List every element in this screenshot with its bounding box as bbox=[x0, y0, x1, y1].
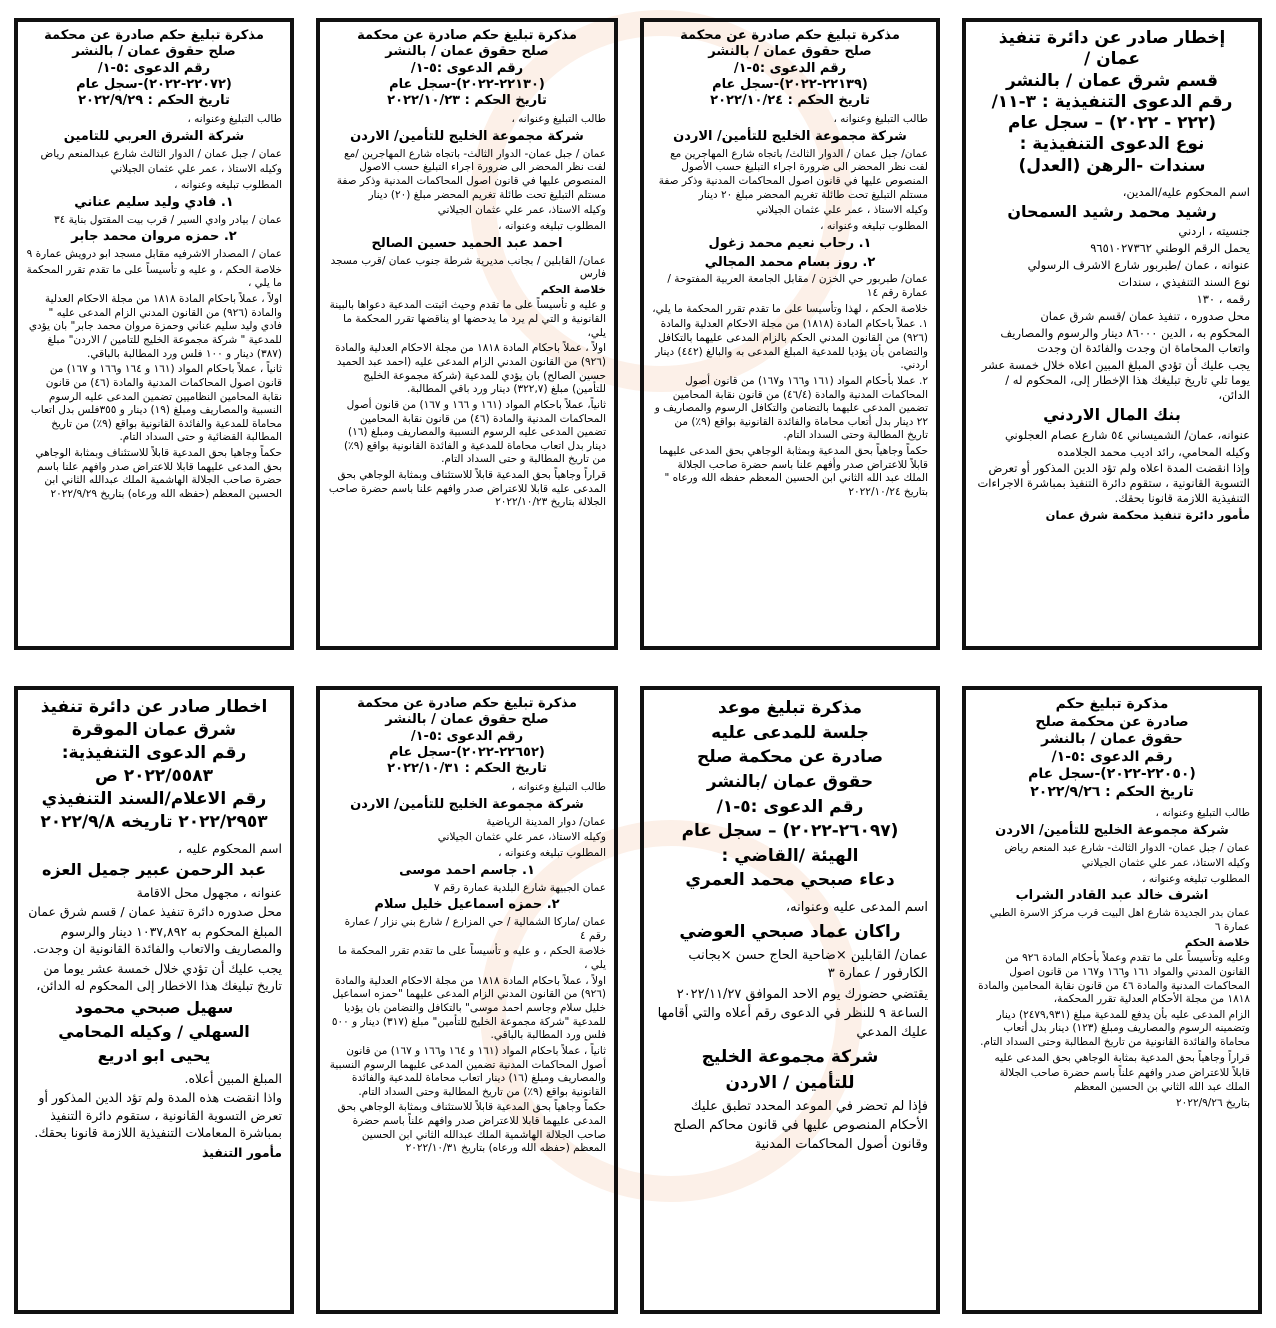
header-line: (٢٢٠٧٢-٢٠٢٢)-سجل عام bbox=[76, 76, 232, 92]
defendant-name: احمد عبد الحميد حسين الصالح bbox=[371, 235, 563, 251]
body-line: محل صدوره ، تنفيذ عمان /قسم شرق عمان bbox=[1040, 309, 1250, 324]
header-line: حقوق عمان / بالنشر bbox=[1041, 731, 1183, 747]
header-line: حقوق عمان /بالنشر bbox=[706, 771, 874, 792]
header-line: صلح حقوق عمان / بالنشر bbox=[385, 44, 549, 60]
header-line: جلسة للمدعى عليه bbox=[711, 722, 869, 743]
body-line: طالب التبليغ وعنوانه ، bbox=[187, 113, 282, 126]
body-line: حكماً وجاهياً بحق المدعية قابلاً للاستئناف وبمثابة الوجاهي بحق المدعى عليهما قابلا للاعتراض صدر وافهم علناً باسم حضرة صاحب الجلالة الهاشمية الملك عبدالله الثاني ابن الحسين المعظم (حفظه الله ورعاه) بتاريخ ٢٠٢٢/١٠/٣١ bbox=[337, 1101, 606, 1155]
plaintiff-name: شركة مجموعة الخليج للتأمين/ الاردن bbox=[350, 796, 584, 812]
body-line: يحمل الرقم الوطني ٩٦٥١٠٢٧٣٦٢ bbox=[1090, 241, 1250, 256]
body-line: خلاصة الحكم ، و عليه و تأسيساً على ما تقدم تقرر المحكمة ما يلي ، bbox=[338, 945, 606, 972]
body-line: محل صدوره دائرة تنفيذ عمان / قسم شرق عمان bbox=[28, 904, 282, 920]
body-line: وكيله الاستاذ ، عمر علي عثمان الجيلاني bbox=[756, 204, 928, 217]
body-line: خلاصة الحكم bbox=[1184, 936, 1250, 949]
body-line: اولاً ، عملاً باحكام المادة ١٨١٨ من مجلة الاحكام العدلية والمادة (٩٢٦) من القانون المدني الزام المدعى عليهما "حمزه اسماعيل خليل سلام وجاسم احمد موسى" بالتكافل والتضامن بان يؤديا للمدعية "شركة مجموعة الخليج للتأمين" مبلغ (٣١٧) دينار و ٥٠٠ فلس ورد المطالبة بالباقي. bbox=[331, 974, 606, 1042]
lawyer-name: يحيى ابو ادريع bbox=[97, 1046, 211, 1066]
creditor-name: السهلي / وكيله المحامي bbox=[58, 1021, 250, 1041]
body-line: نوع السند التنفيذي ، سندات bbox=[1118, 275, 1250, 290]
body-line: طالب التبليغ وعنوانه ، bbox=[833, 113, 928, 126]
body-line: واذا انقضت هذه المدة ولم تؤد الدين المذكور أو تعرض التسوية القانونية ، ستقوم دائرة التنفيذ بمباشرة المعاملات التنفيذية اللازمة قانونا بحقك. bbox=[34, 1090, 282, 1141]
body-line: قراراً وجاهياً بحق المدعية بمثابة الوجاهي بحق المدعى عليه bbox=[994, 1051, 1250, 1064]
debtor-name: رشيد محمد رشيد السمحان bbox=[1007, 201, 1217, 221]
header-line: صادرة عن محكمة صلح bbox=[1035, 713, 1189, 730]
creditor-name: بنك المال الاردني bbox=[1043, 404, 1181, 424]
header-line: صلح حقوق عمان / بالنشر bbox=[72, 44, 236, 60]
header-line: مذكرة تبليغ حكم صادرة عن محكمة bbox=[680, 28, 900, 43]
body-line: خلاصة الحكم ، لهذا وتأسيسا على ما تقدم تقرر المحكمة ما يلي، bbox=[652, 302, 928, 315]
header-line: نوع الدعوى التنفيذية : bbox=[1019, 134, 1205, 155]
header-line: رقم الدعوى :٥-١/ bbox=[410, 728, 524, 744]
defendant-name: ١. رحاب نعيم محمد زغول bbox=[708, 235, 872, 251]
header-line: إخطار صادر عن دائرة تنفيذ عمان / bbox=[998, 28, 1226, 70]
body-line: عمان / جبل عمان / الدوار الثالث شارع عبدالمنعم رياض bbox=[40, 147, 282, 160]
header-line: تاريخ الحكم : ٢٠٢٢/١٠/٢٣ bbox=[387, 93, 547, 108]
body-line: خلاصة الحكم ، و عليه و تأسيساً على ما تقدم تقرر المحكمة ما يلي ، bbox=[26, 263, 282, 290]
body-line: و عليه و تأسيساً على ما تقدم وحيث اثبتت المدعية دعواها بالبينة القانونية و التي لم يرد ما يدحضها او يناقضها تقرر المحكمة ما يلي، bbox=[329, 299, 606, 339]
body-line: المبلغ المحكوم به ١٠٣٧,٨٩٢ دينار والرسوم والمصاريف والاتعاب والفائدة القانونية ان وجدت. bbox=[32, 923, 282, 957]
header-line: قسم شرق عمان / بالنشر bbox=[1005, 70, 1218, 91]
header-line: رقم الدعوى التنفيذية : ٣-١١/ bbox=[991, 91, 1233, 112]
plaintiff-name: شركة مجموعة الخليج للتأمين/ الاردن bbox=[350, 128, 584, 144]
issuer-line: مأمور التنفيذ bbox=[201, 1144, 282, 1160]
header-line: رقم الاعلام/السند التنفيذي bbox=[41, 788, 267, 809]
body-line: عمان/ طبربور حي الخزن / مقابل الجامعة العربية المفتوحة / عمارة رقم ١٤ bbox=[667, 273, 928, 300]
header-line: رقم الدعوى :٥-١/ bbox=[97, 60, 211, 76]
header-line: صلح حقوق عمان / بالنشر bbox=[708, 44, 872, 60]
header-line: رقم الدعوى التنفيذية: bbox=[61, 742, 247, 763]
defendant-name: ١. جاسم احمد موسى bbox=[399, 862, 535, 878]
notice-bottom-mid-left bbox=[316, 686, 618, 1314]
body-line: المطلوب تبليغه وعنوانه ، bbox=[498, 219, 606, 232]
body-line: ١. عملاً باحكام المادة (١٨١٨) من مجلة الاحكام العدلية والمادة (٩٢٦) من القانون المدني الحكم بالزام المدعى عليهما بالتكافل والتضامن بأن يؤديا للمدعية المبلغ المدعى به والبالغ (٤٤٢) دينار اردني. bbox=[655, 318, 928, 372]
header-line: (٢٢١٣٠-٢٠٢٢)-سجل عام bbox=[389, 76, 545, 92]
body-line: وكيله الاستاذ، عمر علي عثمان الجيلاني bbox=[437, 831, 606, 844]
body-line: قابلاً للاعتراض صدر وافهم علناً باسم حضرة صاحب الجلالة الملك عبد الله الثاني بن الحسين المعظم bbox=[999, 1067, 1250, 1094]
body-line: عمان / بيادر وادي السير / قرب بيت المقتول بناية ٣٤ bbox=[53, 213, 282, 226]
body-line: حكماً وجاهيا بحق المدعية قابلاً للاستئناف وبمثابة الوجاهي بحق المدعى عليهما قابلا للاعتراض صدر وافهم علنا باسم حضرة صاحب الجلالة الهاشمية الملك عبدالله الثاني ابن الحسين المعظم (حفظه الله ورعاه) بتاريخ ٢٠٢٢/٩/٢٩ bbox=[35, 447, 282, 501]
body-line: طالب التبليغ وعنوانه ، bbox=[511, 781, 606, 794]
body-line: رقمه ، ١٣٠ bbox=[1196, 292, 1250, 307]
header-line: (٢٢١٣٩-٢٠٢٢)-سجل عام bbox=[712, 76, 868, 92]
body-line: فإذا لم تحضر في الموعد المحدد تطبق عليك الأحكام المنصوص عليها في قانون محاكم الصلح وقانون أصول المحاكمات المدنية bbox=[673, 1099, 928, 1152]
notice-top-right bbox=[962, 18, 1262, 650]
issuer-line: مأمور دائرة تنفيذ محكمة شرق عمان bbox=[1045, 508, 1250, 523]
body-line: وعليه وتأسيساً على ما تقدم وعملاً بأحكام المادة ٩٢٦ من القانون المدني والمواد ١٦١ و١٦٦ و١٦٧ من قانون اصول المحاكمات المدنية والمادة ٤٦ من قانون نقابة المحامين والمادة ١٨١٨ من مجلة الأحكام العدلية تقرر المحكمة، bbox=[978, 952, 1250, 1006]
header-line: تاريخ الحكم : ٢٠٢٢/٩/٢٦ bbox=[1030, 783, 1194, 800]
body-line: اسم المحكوم عليه/المدين، bbox=[1122, 184, 1250, 199]
header-line: (٢٢٢ - ٢٠٢٢) – سجل عام bbox=[1008, 113, 1216, 133]
body-line: جنسيته ، اردني bbox=[1178, 224, 1250, 239]
body-line: عنوانه ، عمان /طبربور شارع الاشرف الرسولي bbox=[1027, 258, 1250, 273]
header-line: ٢٠٢٢/٥٥٨٣ ص bbox=[94, 765, 213, 786]
notice-bottom-mid-right bbox=[640, 686, 940, 1314]
judge-name: دعاء صبحي محمد العمري bbox=[685, 870, 895, 891]
body-line: يقتضي حضورك يوم الاحد الموافق ٢٠٢٢/١١/٢٧ الساعة ٩ للنظر في الدعوى رقم أعلاه والتي أقامها عليك المدعي bbox=[657, 987, 928, 1040]
notice-bottom-right bbox=[962, 686, 1262, 1314]
body-line: عمان/ القابلين ×ضاحية الحاج حسن ×بجانب الكارفور / عمارة ٣ bbox=[688, 947, 928, 982]
header-line: شرق عمان الموقرة bbox=[71, 719, 237, 740]
notice-top-mid-right bbox=[640, 18, 940, 650]
notice-top-left bbox=[14, 18, 294, 650]
defendant-name: ٢. حمزه مروان محمد جابر bbox=[71, 229, 237, 245]
notice-top-mid-left bbox=[316, 18, 618, 650]
body-line: اولاً ، عملاً باحكام المادة ١٨١٨ من مجلة الاحكام العدلية والمادة (٩٢٦) من القانون المدني الزام المدعى عليه " فادي وليد سليم عناني وحمزة مروان محمد جابر" بان يؤدي للمدعية " شركة مجموعة الخليج للتامين / الاردن" مبلغ (٣٨٧) دينار و ١٠٠ فلس ورد المطالبة بالباقي. bbox=[28, 293, 282, 360]
body-line: الزام المدعى عليه بأن يدفع للمدعية مبلغ (٢٤٧٩,٩٣١) دينار وتضمينه الرسوم والمصاريف ومبلغ (١٢٣) دينار بدل أتعاب محاماة والفائدة القانونية من تاريخ المطالبة وحتى السداد التام. bbox=[980, 1008, 1250, 1049]
header-line: اخطار صادر عن دائرة تنفيذ bbox=[40, 697, 268, 717]
header-line: ٢٠٢٢/٢٩٥٣ تاريخه ٢٠٢٢/٩/٨ bbox=[40, 811, 268, 832]
plaintiff-name: شركة مجموعة الخليج bbox=[701, 1046, 879, 1067]
body-line: ثانياً ، عملاً باحكام المواد (١٦١ و ١٦٤ و١٦٦ و ١٦٧) من قانون أصول المحاكمات المدنية تضمين المدعى عليهما الرسوم النسبية والمصاريف ومبلغ (١٦) دينار اتعاب محاماة للمدعية والفائدة القانونية بواقع (٩٪) من تاريخ المطالبة وحتى السداد التام. bbox=[329, 1044, 606, 1098]
body-line: ٢. عملا بأحكام المواد (١٦١ و١٦٦ و١٦٧) من قانون أصول المحاكمات المدنية والمادة (٤٦/٤) من قانون نقابة المحامين تضمين المدعى عليهما بالتضامن والتكافل الرسوم والمصاريف و ٢٢ دينار بدل أتعاب محاماة والفائدة القانونية بواقع (٩٪) من تاريخ المطالبة وحتى السداد التام. bbox=[654, 374, 928, 442]
body-line: طالب التبليغ وعنوانه ، bbox=[1155, 807, 1250, 819]
defendant-name: ١. فادي وليد سليم عناني bbox=[74, 194, 234, 210]
body-line: حكماً وجاهياً بحق المدعية وبمثابة الوجاهي بحق المدعى عليهما قابلاً للاعتراض صدر وأفهم علنا باسم حضرة صاحب الجلالة الملك عبد الله الثاني ابن الحسين المعظم حفظه الله ورعاه " بتاريخ ٢٠٢٢/١٠/٢٤ bbox=[659, 445, 928, 499]
body-line: عنوانه، عمان/ الشميساني ٥٤ شارع عصام العجلوني bbox=[1004, 427, 1250, 442]
body-line: عمان/ جبل عمان / الدوار الثالث/ باتجاه شارع المهاجرين مع لفت نظر المحضر الى ضرورة اجراء التبليغ حسب الأصول المنصوص عليها في قانون اصول المحاكمات المدنية وذكر صفة مستلم التبليغ تحت طائلة تغريم المحضر مبلغ ٢٠ دينار bbox=[658, 147, 928, 201]
header-line: تاريخ الحكم : ٢٠٢٢/١٠/٢٤ bbox=[710, 93, 870, 108]
body-line: وكيله الاستاذ، عمر علي عثمان الجيلاني bbox=[1081, 857, 1250, 870]
body-line: اولاً ، عملاً باحكام المادة ١٨١٨ من مجلة الاحكام العدلية والمادة (٩٢٦) من القانون المدني الزام المدعى عليه (احمد عبد الحميد حسين الصالح) بان يؤدي للمدعية (شركة مجموعة الخليج للتأمين) مبلغ (٣٢٢,٧) دينار ورد باقي المطالبة. bbox=[335, 342, 606, 396]
plaintiff-name: شركة مجموعة الخليج للتأمين/ الاردن bbox=[995, 822, 1229, 838]
body-line: عمان/ القابلين / بجانب مديرية شرطة جنوب عمان /قرب مسجد فارس bbox=[330, 254, 606, 281]
body-line: وكيله المحامي، رائد اديب محمد الجلامده bbox=[1057, 444, 1250, 459]
body-line: عمان الجبيهة شارع البلدية عمارة رقم ٧ bbox=[434, 881, 606, 894]
body-line: عمان / جبل عمان- الدوار الثالث- باتجاه شارع المهاجرين /مع لفت نظر المحضر الى ضرورة اجراء التبليغ حسب الاصول المنصوص عليها في قانون اصول المحاكمات المدنية وذكر صفة مستلم التبليغ تحت طائلة تغريم المحضر مبلغ (٢٠) دينار bbox=[336, 147, 606, 201]
notice-bottom-left bbox=[14, 686, 294, 1314]
body-line: قراراً وجاهياً بحق المدعية قابلاً للاستئناف وبمثابة الوجاهي بحق المدعى عليه قابلا للاعتراض صدر وافهم علنا باسم حضرة صاحب الجلالة بتاريخ ٢٠٢٢/١٠/٢٣ bbox=[328, 469, 606, 509]
header-line: مذكرة تبليغ حكم صادرة عن محكمة bbox=[357, 696, 577, 711]
header-line: (٢٢٠٥٠-٢٠٢٢)-سجل عام bbox=[1028, 766, 1196, 782]
body-line: طالب التبليغ وعنوانه ، bbox=[511, 113, 606, 126]
body-line: المبلغ المبين أعلاه. bbox=[184, 1070, 282, 1086]
body-line: وإذا انقضت المدة اعلاه ولم تؤد الدين المذكور أو تعرض التسوية القانونية ، ستقوم دائرة التنفيذ بمباشرة الاجراءات التنفيذية اللازمة قانونا بحقك. bbox=[977, 461, 1250, 506]
body-line: اسم المحكوم عليه ، bbox=[178, 840, 282, 856]
body-line: ثانياً ، عملاً باحكام المواد (١٦١ و ١٦٤ و١٦٦ و ١٦٧) من قانون اصول المحاكمات المدنية والمادة (٤٦) من قانون نقابة المحامين النظاميين تضمين المدعى عليه الرسوم النسبية والمصاريف ومبلغ (١٩) دينار و ٣٥٥فلس بدل اتعاب محاماة للمدعية والفائدة القانونية بواقع (٩٪) من تاريخ المطالبة القضائية و حتى السداد التام. bbox=[30, 363, 282, 444]
header-line: (٢٢٦٥٢-٢٠٢٢)-سجل عام bbox=[389, 744, 545, 760]
header-line: سندات -الرهن (العدل) bbox=[1018, 155, 1206, 176]
header-line: مذكرة تبليغ حكم صادرة عن محكمة bbox=[44, 28, 264, 43]
body-line: وكيله الاستاذ ، عمر علي عثمان الجيلاني bbox=[110, 163, 282, 176]
body-line: يجب عليك أن تؤدي خلال خمسة عشر يوما من تاريخ تبليغك هذا الاخطار إلى المحكوم له الدائن، bbox=[36, 960, 282, 994]
body-line: خلاصة الحكم bbox=[540, 283, 606, 296]
header-line: مذكرة تبليغ حكم bbox=[1055, 696, 1169, 712]
body-line: المطلوب تبليغه وعنوانه ، bbox=[174, 179, 282, 192]
body-line: عمان /ماركا الشمالية / حي المزارع / شارع بني نزار / عمارة رقم ٤ bbox=[344, 916, 606, 942]
defendant-name: راكان عماد صبحي العوضي bbox=[679, 921, 901, 942]
header-line: رقم الدعوى :٥-١/ bbox=[716, 796, 864, 817]
debtor-name: عبد الرحمن عبير جميل العزه bbox=[41, 860, 267, 880]
body-line: المحكوم به ، الدين ٨٦٠٠٠ دينار والرسوم والمصاريف واتعاب المحاماة ان وجدت والفائدة ان وجدت bbox=[1000, 326, 1250, 356]
header-line: رقم الدعوى :٥-١/ bbox=[410, 60, 524, 76]
body-line: يجب عليك أن تؤدي المبلغ المبين اعلاه خلال خمسة عشر يوما تلي تاريخ تبليغك هذا الإخطار إلى، المحكوم له / الدائن، bbox=[981, 357, 1250, 402]
body-line: ثانياً، عملاً باحكام المواد (١٦١ و ١٦٦ و ١٦٧) من قانون أصول المحاكمات المدنية والمادة (٤٦) من قانون نقابة المحامين تضمين المدعى عليه الرسوم النسبية والمصاريف ومبلغ (١٦) دينار بدل اتعاب محاماة للمدعية و الفائدة القانونية بواقع (٩٪) من تاريخ المطالبة و حتى السداد التام. bbox=[343, 398, 606, 466]
header-line: تاريخ الحكم : ٢٠٢٢/١٠/٣١ bbox=[387, 761, 547, 776]
header-line: تاريخ الحكم : ٢٠٢٢/٩/٢٩ bbox=[78, 93, 230, 108]
header-line: صلح حقوق عمان / بالنشر bbox=[385, 712, 549, 728]
body-line: عمان / جبل عمان- الدوار الثالث- شارع عبد المنعم رياض bbox=[1004, 841, 1250, 854]
body-line: بتاريخ ٢٠٢٢/٩/٢٦ bbox=[1176, 1096, 1250, 1109]
body-line: عنوانه ، مجهول محل الاقامة bbox=[136, 884, 282, 900]
plaintiff-name: شركة مجموعة الخليج للتأمين/ الاردن bbox=[673, 128, 907, 144]
creditor-name: سهيل صبحي محمود bbox=[74, 997, 234, 1017]
body-line: المطلوب تبليغه وعنوانه ، bbox=[820, 219, 928, 232]
plaintiff-name: للتأمين / الاردن bbox=[725, 1073, 855, 1094]
body-line: عمان / المصدار الاشرفيه مقابل مسجد ابو درويش عمارة ٩ bbox=[26, 248, 282, 261]
body-line: وكيله الاستاذ، عمر علي عثمان الجيلاني bbox=[437, 204, 606, 217]
body-line: المطلوب تبليغه وعنوانه ، bbox=[1142, 872, 1250, 885]
header-line: رقم الدعوى :٥-١/ bbox=[733, 60, 847, 76]
body-line: عمان بدر الجديدة شارع اهل البيت قرب مركز الاسرة الطبي عمارة ٦ bbox=[989, 907, 1250, 933]
header-line: (٢٦٠٩٧-٢٠٢٢) – سجل عام bbox=[681, 821, 899, 842]
header-line: رقم الدعوى :٥-١/ bbox=[1051, 748, 1173, 765]
header-line: مذكرة تبليغ موعد bbox=[717, 698, 863, 718]
defendant-name: اشرف خالد عبد القادر الشراب bbox=[1015, 888, 1209, 904]
body-line: عمان/ دوار المدينة الرياضية bbox=[486, 815, 606, 828]
body-line: المطلوب تبليغه وعنوانه ، bbox=[498, 847, 606, 860]
body-line: اسم المدعى عليه وعنوانه، bbox=[785, 900, 928, 916]
defendant-name: ٢. روز بسام محمد المجالي bbox=[704, 254, 876, 270]
header-line: صادرة عن محكمة صلح bbox=[696, 747, 883, 768]
header-line: مذكرة تبليغ حكم صادرة عن محكمة bbox=[357, 28, 577, 43]
defendant-name: ٢. حمزه اسماعيل خليل سلام bbox=[374, 897, 560, 913]
header-line: الهيئة /القاضي : bbox=[721, 845, 859, 866]
plaintiff-name: شركة الشرق العربي للتامين bbox=[63, 128, 245, 144]
